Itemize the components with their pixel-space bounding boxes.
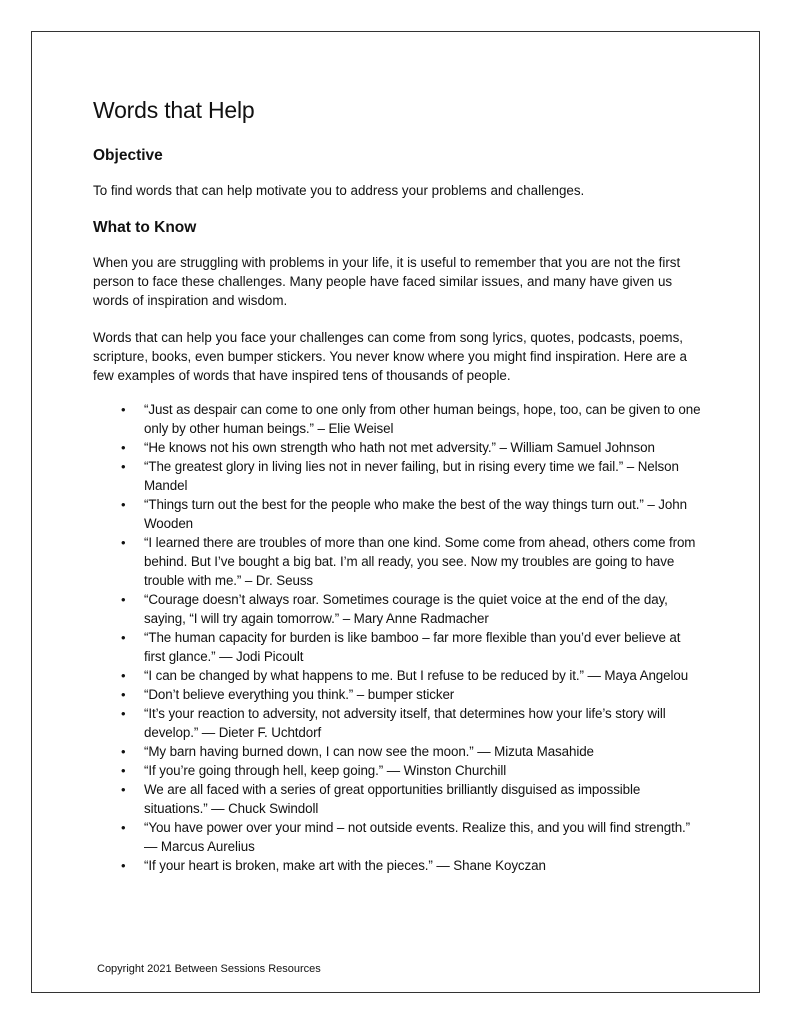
what-to-know-paragraph-2: Words that can help you face your challenges can come from song lyrics, quotes, podcasts, poems, scripture, books, even bumper stickers. You never know where you might find inspiration. Here are a few examples of words that have inspired tens of thousands of people. bbox=[93, 330, 687, 383]
objective-text: To find words that can help motivate you to address your problems and challenges. bbox=[93, 183, 585, 198]
quote-text: “Things turn out the best for the people who make the best of the way things turn out.” – John Wooden bbox=[144, 497, 687, 531]
quote-text: “You have power over your mind – not outside events. Realize this, and you will find strength.” — Marcus Aurelius bbox=[144, 820, 691, 854]
bullet-icon: • bbox=[121, 459, 126, 474]
bullet-icon: • bbox=[121, 782, 126, 797]
bullet-icon: • bbox=[121, 592, 126, 607]
what-to-know-heading: What to Know bbox=[93, 219, 197, 236]
bullet-icon: • bbox=[121, 820, 126, 835]
bullet-icon: • bbox=[121, 440, 126, 455]
quote-text: “It’s your reaction to adversity, not adversity itself, that determines how your life’s story will develop.” — Dieter F. Uchtdorf bbox=[144, 706, 666, 740]
bullet-icon: • bbox=[121, 630, 126, 645]
page-title: Words that Help bbox=[93, 97, 255, 123]
list-item bbox=[121, 495, 703, 533]
list-item bbox=[121, 457, 703, 495]
document-body bbox=[93, 94, 703, 875]
list-item bbox=[121, 438, 703, 457]
list-item bbox=[121, 856, 703, 875]
copyright-footer: Copyright 2021 Between Sessions Resources bbox=[97, 963, 321, 975]
bullet-icon: • bbox=[121, 687, 126, 702]
list-item bbox=[121, 590, 703, 628]
list-item bbox=[121, 704, 703, 742]
bullet-icon: • bbox=[121, 668, 126, 683]
quote-text: “Courage doesn’t always roar. Sometimes courage is the quiet voice at the end of the day, saying, “I will try again tomorrow.” – Mary Anne Radmacher bbox=[144, 592, 668, 626]
quote-list bbox=[93, 400, 703, 875]
what-to-know-paragraph-1: When you are struggling with problems in your life, it is useful to remember that you are not the first person to face these challenges. Many people have faced similar issues, and many have given us words of inspiration and wisdom. bbox=[93, 255, 681, 308]
bullet-icon: • bbox=[121, 744, 126, 759]
quote-text: “I learned there are troubles of more than one kind. Some come from ahead, others come from behind. But I’ve bought a big bat. I’m all ready, you see. Now my troubles are going to have trouble with me.” – Dr. Seuss bbox=[144, 535, 696, 588]
quote-text: “The human capacity for burden is like bamboo – far more flexible than you’d ever believe at first glance.” — Jodi Picoult bbox=[144, 630, 681, 664]
quote-text: “If you’re going through hell, keep going.” — Winston Churchill bbox=[144, 763, 507, 778]
list-item bbox=[121, 742, 703, 761]
bullet-icon: • bbox=[121, 402, 126, 417]
list-item bbox=[121, 818, 703, 856]
quote-text: “My barn having burned down, I can now see the moon.” — Mizuta Masahide bbox=[144, 744, 594, 759]
bullet-icon: • bbox=[121, 497, 126, 512]
bullet-icon: • bbox=[121, 763, 126, 778]
quote-text: “Don’t believe everything you think.” – bumper sticker bbox=[144, 687, 455, 702]
quote-text: “If your heart is broken, make art with the pieces.” — Shane Koyczan bbox=[144, 858, 546, 873]
quote-text: “I can be changed by what happens to me. But I refuse to be reduced by it.” — Maya Angelou bbox=[144, 668, 689, 683]
bullet-icon: • bbox=[121, 858, 126, 873]
quote-text: “He knows not his own strength who hath not met adversity.” – William Samuel Johnson bbox=[144, 440, 655, 455]
quote-text: “The greatest glory in living lies not in never failing, but in rising every time we fail.” – Nelson Mandel bbox=[144, 459, 679, 493]
list-item bbox=[121, 761, 703, 780]
list-item bbox=[121, 533, 703, 590]
list-item bbox=[121, 666, 703, 685]
list-item bbox=[121, 780, 703, 818]
list-item bbox=[121, 400, 703, 438]
bullet-icon: • bbox=[121, 706, 126, 721]
quote-text: “Just as despair can come to one only from other human beings, hope, too, can be given to one only by other human beings.” – Elie Weisel bbox=[144, 402, 701, 436]
list-item bbox=[121, 685, 703, 704]
objective-heading: Objective bbox=[93, 147, 163, 164]
quote-text: We are all faced with a series of great opportunities brilliantly disguised as impossible situations.” — Chuck Swindoll bbox=[144, 782, 641, 816]
list-item bbox=[121, 628, 703, 666]
bullet-icon: • bbox=[121, 535, 126, 550]
